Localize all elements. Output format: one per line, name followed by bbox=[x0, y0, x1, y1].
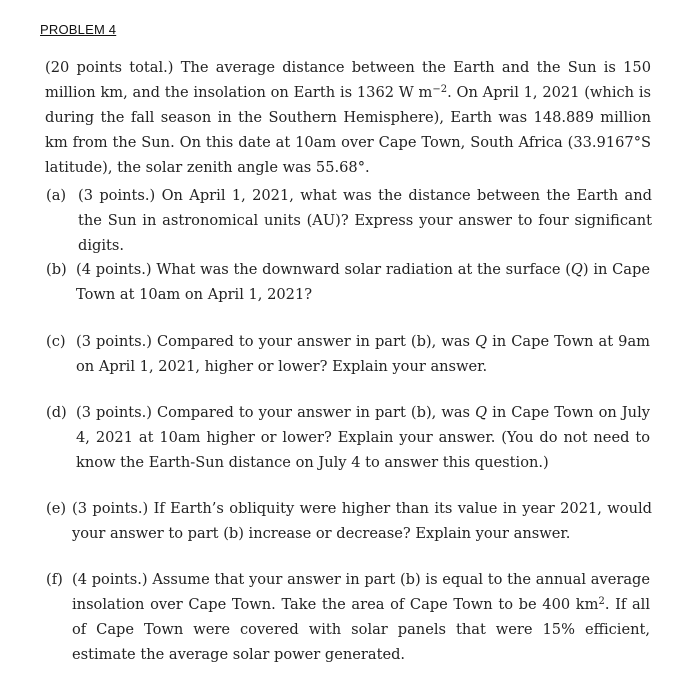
part-d-text-2: in Cape Town on July 4, 2021 at 10am higher or lower? Explain your answer. (You do not need to know the Earth-Sun distance on July 4 to answer this question.) bbox=[76, 404, 650, 471]
part-e-label: (e) bbox=[46, 500, 67, 517]
part-d-text-1: (3 points.) Compared to your answer in part (b), was bbox=[76, 404, 476, 421]
intro-text-1: (20 points total.) The average distance between the Earth and the Sun is 150 million km, and the insolation on Earth is 1362 W m bbox=[45, 59, 651, 101]
part-f-label: (f) bbox=[46, 571, 63, 588]
part-c-label: (c) bbox=[46, 333, 66, 350]
problem-intro bbox=[45, 55, 651, 180]
part-d-text bbox=[76, 400, 650, 475]
part-c-text bbox=[76, 329, 650, 379]
part-c-text-1: (3 points.) Compared to your answer in part (b), was bbox=[76, 333, 476, 350]
part-b-label: (b) bbox=[46, 261, 67, 278]
part-f-text-2: . If all of Cape Town were covered with solar panels that were 15% efficient, estimate the average solar power generated. bbox=[72, 596, 651, 663]
part-a-label: (a) bbox=[46, 187, 67, 204]
intro-text-2: . On April 1, 2021 (which is during the fall season in the Southern Hemisphere), Earth was 148.889 million km from the Sun. On this date at 10am over Cape Town, South Africa (33.9167°S latitude), the solar zenith angle was 55.68°. bbox=[45, 84, 651, 176]
part-c-math-q: Q bbox=[475, 333, 488, 350]
part-b-math-q: Q bbox=[570, 261, 583, 278]
part-e-text: (3 points.) If Earth’s obliquity were higher than its value in year 2021, would your answer to part (b) increase or decrease? Explain your answer. bbox=[72, 500, 652, 542]
part-b-text-2: ) in Cape Town at 10am on April 1, 2021? bbox=[76, 261, 650, 303]
intro-exponent: −2 bbox=[432, 84, 448, 95]
part-d-math-q: Q bbox=[475, 404, 488, 421]
part-d-label: (d) bbox=[46, 404, 67, 421]
part-b-text-1: (4 points.) What was the downward solar radiation at the surface ( bbox=[76, 261, 571, 278]
part-a-text: (3 points.) On April 1, 2021, what was the distance between the Earth and the Sun in astronomical units (AU)? Express your answer to four significant digits. bbox=[78, 187, 652, 254]
part-f-exponent: 2 bbox=[598, 596, 605, 607]
problem-heading: PROBLEM 4 bbox=[40, 22, 117, 37]
part-b-text bbox=[76, 257, 650, 307]
part-f-text-1: (4 points.) Assume that your answer in part (b) is equal to the annual average insolation over Cape Town. Take the area of Cape Town to be 400 km bbox=[72, 571, 650, 613]
part-c-text-2: in Cape Town at 9am on April 1, 2021, higher or lower? Explain your answer. bbox=[76, 333, 650, 375]
part-f-text bbox=[72, 567, 650, 667]
